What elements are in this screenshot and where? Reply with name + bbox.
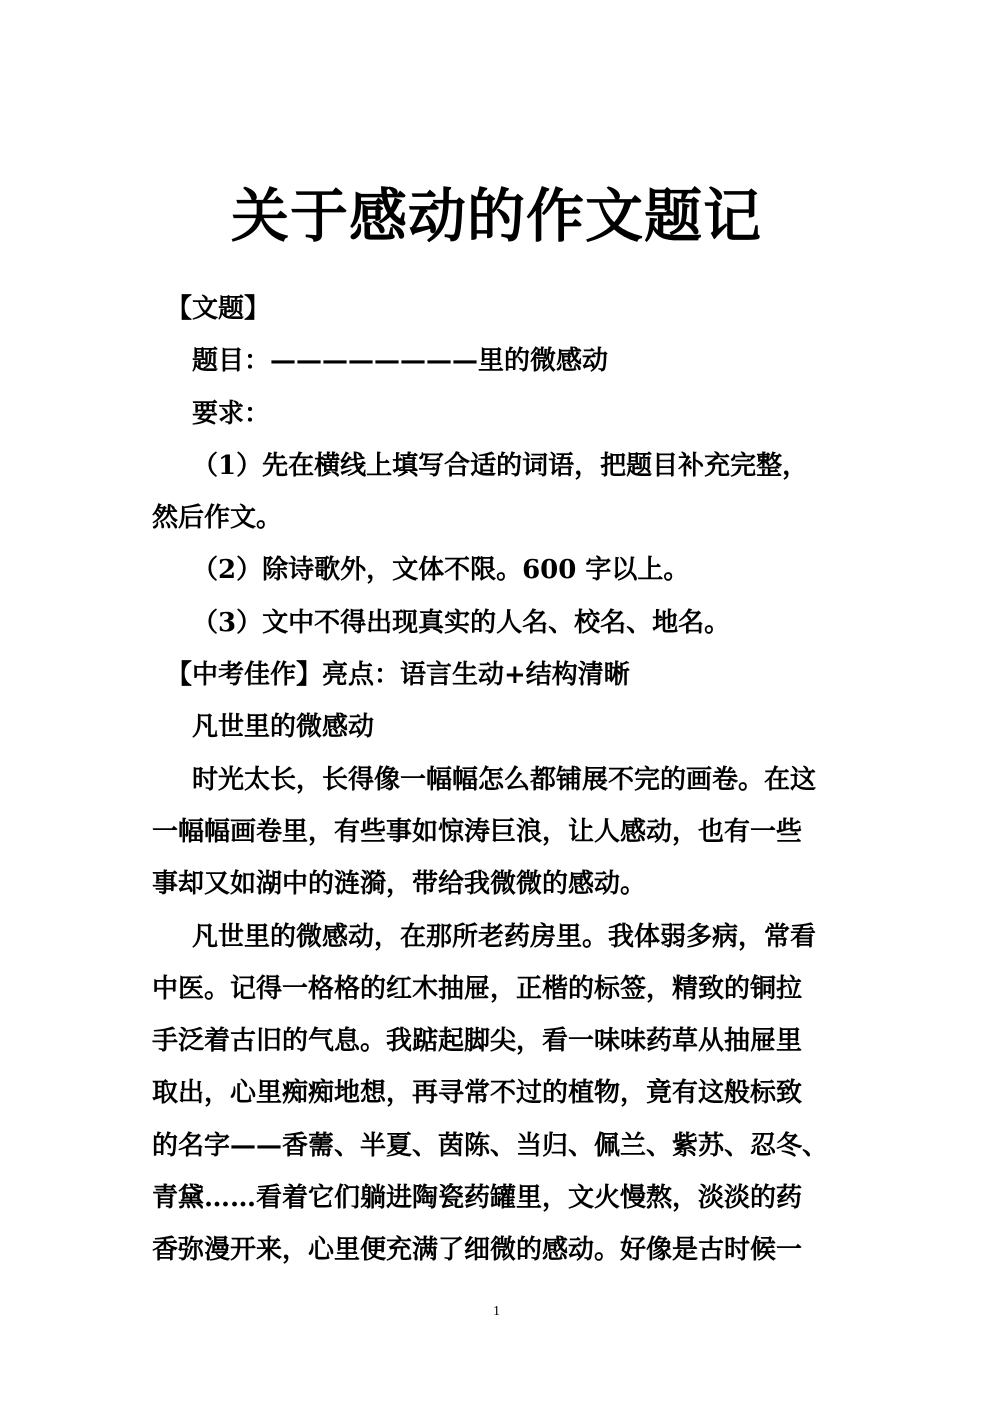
requirement-3: （3）文中不得出现真实的人名、校名、地名。 [192,607,731,638]
requirement-1: （1）先在横线上填写合适的词语，把题目补充完整， [192,450,809,481]
page-title: 关于感动的作文题记 [230,182,762,250]
document-body [152,283,842,1277]
paragraph-line: 的名字——香薷、半夏、茵陈、当归、佩兰、紫苏、忍冬、 [152,1130,829,1161]
paragraph-line: 中医。记得一格格的红木抽屉，正楷的标签，精致的铜拉 [152,973,803,1004]
section-heading-essay: 【中考佳作】亮点：语言生动+结构清晰 [166,660,630,691]
paragraph-line: 一幅幅画卷里，有些事如惊涛巨浪，让人感动，也有一些 [152,816,803,847]
topic-line: 题目：————————里的微感动 [192,346,609,377]
requirement-2: （2）除诗歌外，文体不限。600 字以上。 [192,555,690,586]
paragraph-line: 取出，心里痴痴地想，再寻常不过的植物，竟有这般标致 [152,1078,803,1109]
paragraph-line: 香弥漫开来，心里便充满了细微的感动。好像是古时候一 [152,1235,803,1266]
paragraph-line: 手泛着古旧的气息。我踮起脚尖，看一味味药草从抽屉里 [152,1026,803,1057]
paragraph-line: 事却又如湖中的涟漪，带给我微微的感动。 [152,869,647,900]
essay-title: 凡世里的微感动 [192,712,375,743]
requirement-1-continued: 然后作文。 [152,503,283,534]
section-heading-topic: 【文题】 [166,294,271,324]
paragraph-line: 时光太长，长得像一幅幅怎么都铺展不完的画卷。在这 [192,764,817,795]
paragraph-line: 凡世里的微感动，在那所老药房里。我体弱多病，常看 [192,921,817,952]
page-number: 1 [493,1304,500,1319]
requirements-heading: 要求： [192,398,271,429]
paragraph-line: 青黛……看着它们躺进陶瓷药罐里，文火慢熬，淡淡的药 [152,1183,803,1214]
